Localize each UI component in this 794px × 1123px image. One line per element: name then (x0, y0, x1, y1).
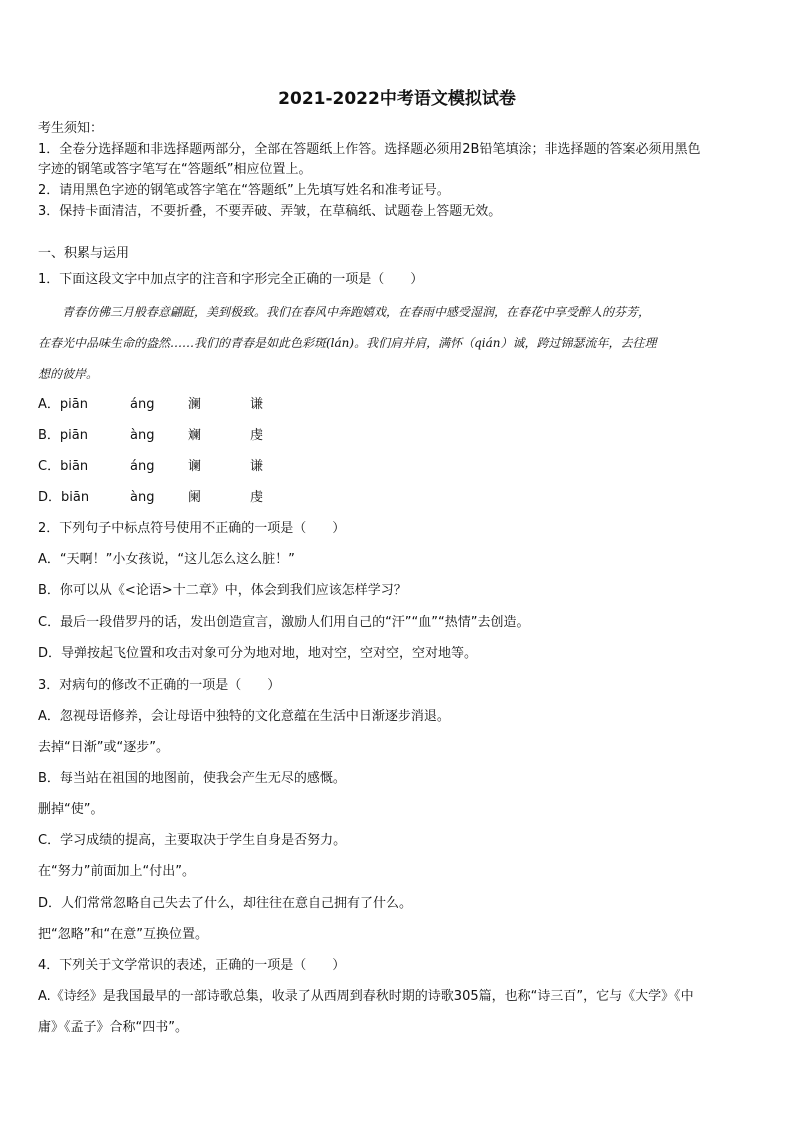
question-3-stem: 3．对病句的修改不正确的一项是（ ） (38, 678, 281, 693)
question-1-passage-line-2: 在春光中品味生命的盎然……我们的青春是如此色彩斑(lán)。我们肩并肩，满怀（qián）诚，跨过锦瑟流年，去往理 (38, 336, 657, 350)
option-letter: A．piān (38, 397, 88, 412)
option-char: 斓 (188, 428, 202, 443)
notice-line-1b: 字迹的钢笔或答字笔写在“答题纸”相应位置上。 (38, 162, 312, 177)
option-char: 阑 (188, 490, 202, 505)
option-letter: C．biān (38, 459, 89, 474)
question-4-option-a-line-2: 庸》《孟子》合称“四书”。 (38, 1020, 188, 1035)
question-2-option-c: C．最后一段借罗丹的话，发出创造宣言，激励人们用自己的“汗”“血”“热情”去创造。 (38, 615, 530, 630)
notice-line-2: 2．请用黑色字迹的钢笔或答字笔在“答题纸”上先填写姓名和准考证号。 (38, 183, 450, 198)
question-3-option-c: C．学习成绩的提高，主要取决于学生自身是否努力。 (38, 833, 347, 848)
question-3-option-a-fix: 去掉“日渐”或“逐步”。 (38, 740, 169, 755)
question-1-stem: 1．下面这段文字中加点字的注音和字形完全正确的一项是（ ） (38, 272, 424, 287)
option-char: 谰 (188, 459, 202, 474)
question-3-option-a: A．忽视母语修养，会让母语中独特的文化意蕴在生活中日渐逐步消退。 (38, 709, 450, 724)
question-2-option-b: B．你可以从《<论语>十二章》中，体会到我们应该怎样学习？ (38, 583, 407, 598)
question-4-stem: 4．下列关于文学常识的表述，正确的一项是（ ） (38, 958, 346, 973)
question-4-option-a-line-1: A.《诗经》是我国最早的一部诗歌总集，收录了从西周到春秋时期的诗歌305篇，也称“诗三百”，它与《大学》《中 (38, 989, 694, 1004)
option-letter: D．biān (38, 490, 90, 505)
option-char: 虔 (250, 490, 264, 505)
question-1-passage-line-3: 想的彼岸。 (38, 367, 99, 381)
section-heading: 一、积累与运用 (38, 246, 130, 261)
notice-heading: 考生须知： (38, 121, 104, 136)
question-3-option-b: B．每当站在祖国的地图前，使我会产生无尽的感慨。 (38, 771, 346, 786)
question-2-option-a: A．“天啊！”小女孩说，“这儿怎么这么脏！” (38, 552, 295, 567)
option-char: 谦 (250, 397, 264, 412)
option-pinyin: áng (130, 397, 155, 412)
question-2-option-d: D．导弹按起飞位置和攻击对象可分为地对地，地对空，空对空，空对地等。 (38, 646, 478, 661)
notice-line-3: 3．保持卡面清洁，不要折叠，不要弄破、弄皱，在草稿纸、试题卷上答题无效。 (38, 204, 502, 219)
page-title: 2021-2022中考语文模拟试卷 (278, 89, 516, 109)
question-3-option-d-fix: 把“忽略”和“在意”互换位置。 (38, 927, 208, 942)
option-letter: B．piān (38, 428, 88, 443)
question-3-option-d: D．人们常常忽略自己失去了什么，却往往在意自己拥有了什么。 (38, 896, 413, 911)
option-char: 虔 (250, 428, 264, 443)
option-pinyin: áng (130, 459, 155, 474)
question-2-stem: 2．下列句子中标点符号使用不正确的一项是（ ） (38, 521, 346, 536)
question-3-option-b-fix: 删掉“使”。 (38, 802, 104, 817)
option-pinyin: àng (130, 428, 155, 443)
option-char: 谦 (250, 459, 264, 474)
notice-line-1a: 1．全卷分选择题和非选择题两部分，全部在答题纸上作答。选择题必须用2B铅笔填涂；非选择题的答案必须用黑色 (38, 142, 701, 157)
option-char: 澜 (188, 397, 202, 412)
option-pinyin: àng (130, 490, 155, 505)
question-1-passage-line-1: 青春仿佛三月般春意翩跹，美到极致。我们在春风中奔跑嬉戏，在春雨中感受湿润，在春花中享受醉人的芬芳， (62, 305, 651, 319)
question-3-option-c-fix: 在“努力”前面加上“付出”。 (38, 864, 195, 879)
